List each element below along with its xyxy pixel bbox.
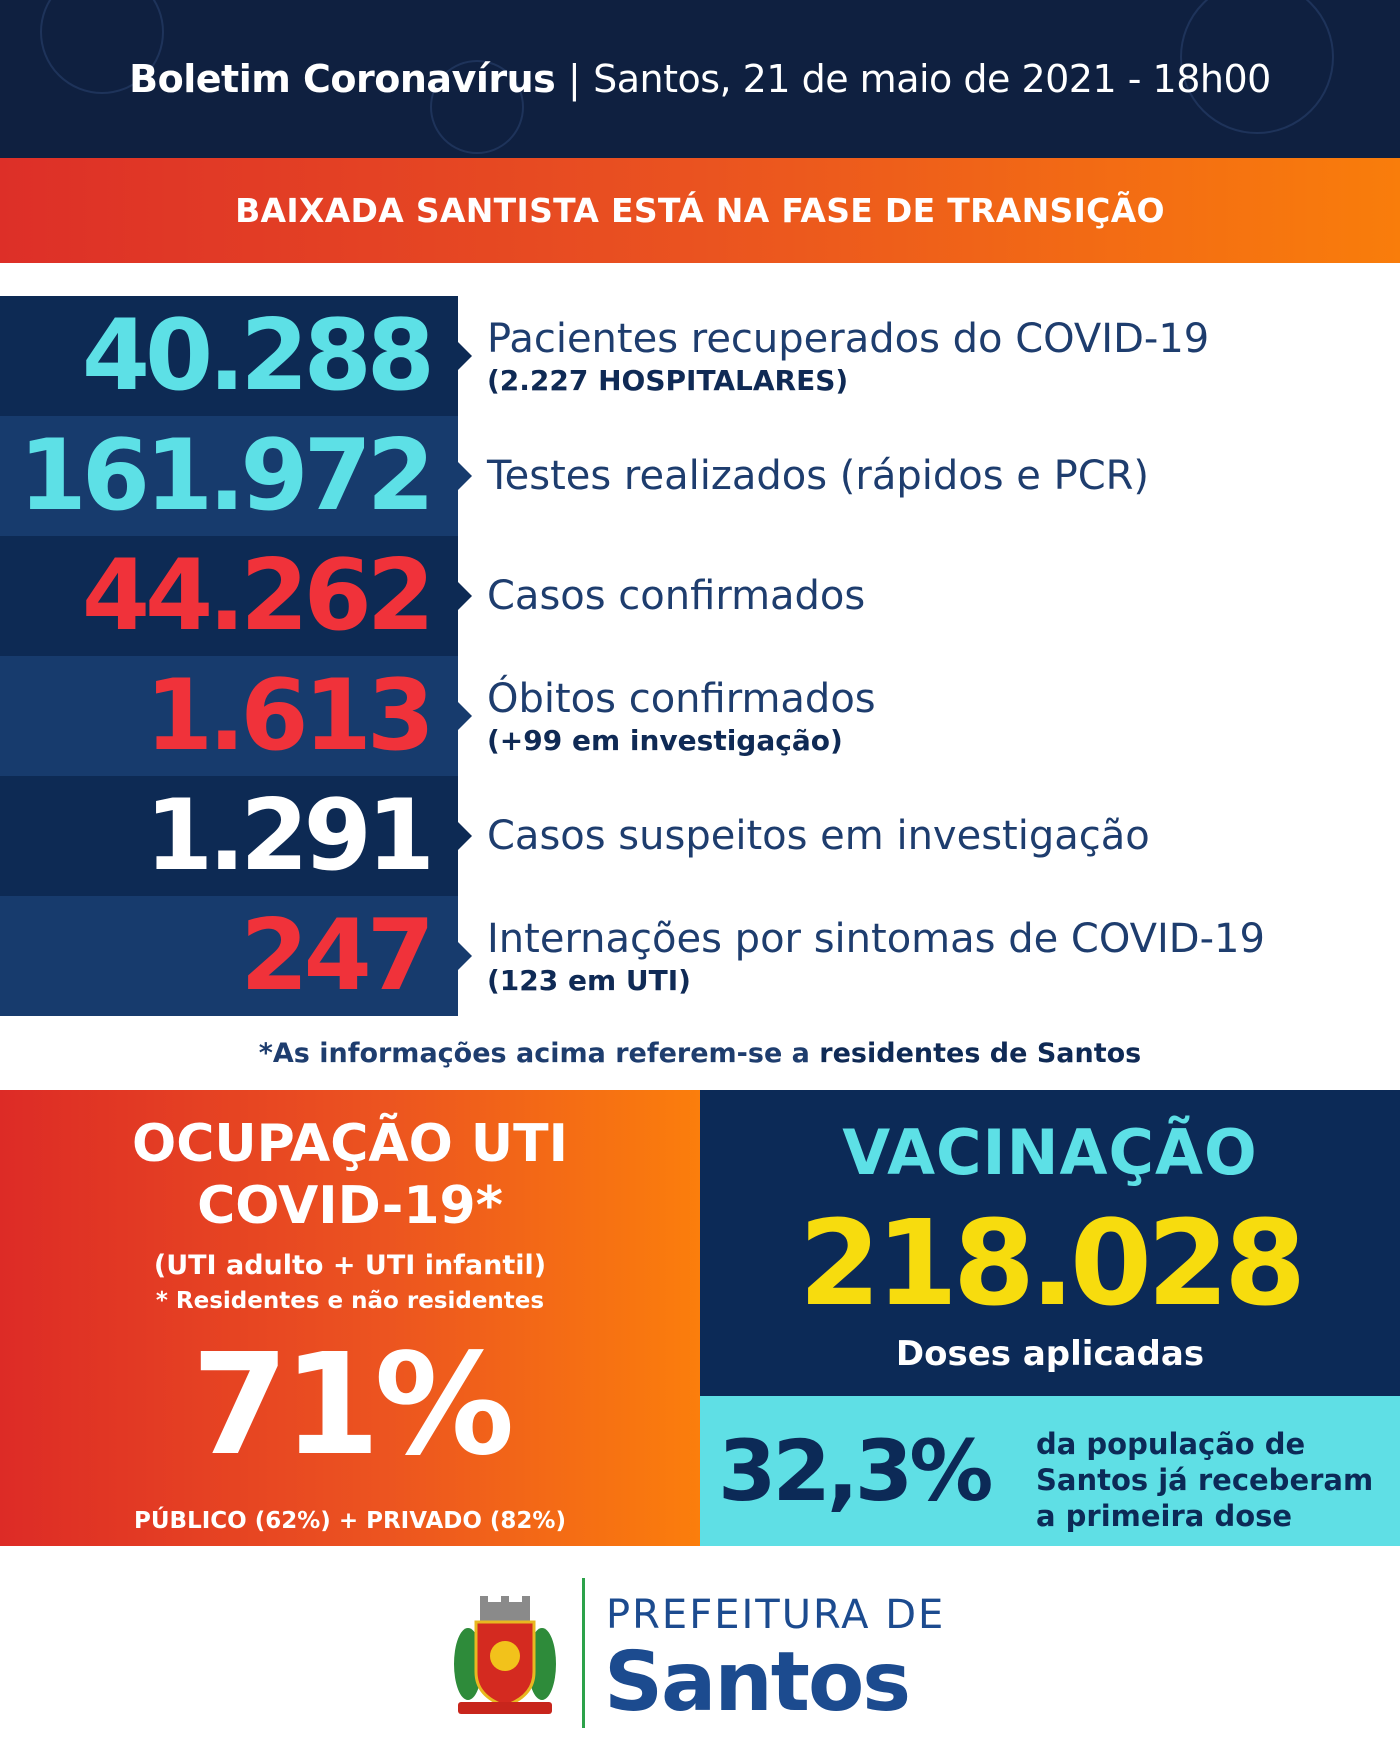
stat-label: Internações por sintomas de COVID-19 [487,915,1265,962]
phase-banner [0,158,1400,263]
stat-value-box [0,536,458,656]
stat-value-box [0,296,458,416]
stat-label: Casos suspeitos em investigação [487,813,1150,859]
vaccination-doses-label: Doses aplicadas [895,1334,1205,1374]
first-dose-text-line: da população de [1036,1427,1306,1461]
stat-label: Testes realizados (rápidos e PCR) [487,453,1150,499]
stat-sublabel: (2.227 HOSPITALARES) [487,363,849,397]
bulletin-date: Santos, 21 de maio de 2021 - 18h00 [593,57,1271,101]
stat-value-box [0,416,458,536]
first-dose-text-line: Santos já receberam [1036,1463,1374,1497]
stat-row-deaths [0,656,1400,776]
residents-note-emphasis: residentes de Santos [819,1038,1142,1069]
residents-note-prefix: *As informações acima referem-se a [258,1038,810,1069]
vaccination-panel [700,1090,1400,1396]
footer [0,1546,1400,1750]
stat-value: 40.288 [81,299,430,413]
stat-value: 161.972 [18,419,430,533]
stat-row-tests [0,416,1400,536]
brand-santos: Santos [604,1635,910,1730]
brand-prefeitura: PREFEITURA DE [606,1592,946,1638]
first-dose-panel [700,1396,1400,1546]
vaccination-doses-count: 218.028 [798,1194,1302,1332]
stat-label: Pacientes recuperados do COVID-19 [487,315,1210,362]
stat-label-group [487,416,1149,536]
stat-value-box [0,776,458,896]
residents-note [0,1038,1400,1069]
bulletin-title-main: Boletim Coronavírus [129,57,556,101]
stat-label: Casos confirmados [487,573,866,619]
icu-public-private-split: PÚBLICO (62%) + PRIVADO (82%) [134,1508,566,1534]
stat-value: 44.262 [81,539,430,653]
stat-label: Óbitos confirmados [487,675,876,722]
footer-divider [582,1578,585,1728]
bulletin-title [129,57,1271,101]
vaccination-title: VACINAÇÃO [842,1116,1258,1189]
phase-banner-text: BAIXADA SANTISTA ESTÁ NA FASE DE TRANSIÇÃO [235,191,1165,230]
stat-label-group [487,296,1209,416]
stat-label-group [487,656,876,776]
icu-occupancy-percent: 71% [191,1324,509,1487]
first-dose-percent: 32,3% [718,1422,990,1520]
stat-row-suspected [0,776,1400,896]
icu-title-line1: OCUPAÇÃO UTI [132,1114,568,1174]
icu-subtitle: (UTI adulto + UTI infantil) [153,1250,547,1281]
first-dose-text [1036,1426,1373,1534]
stats-list [0,296,1400,1016]
stat-label-group [487,896,1265,1016]
icu-occupancy-panel [0,1090,700,1546]
first-dose-text-line: a primeira dose [1036,1499,1293,1533]
stat-sublabel: (123 em UTI) [487,963,691,997]
title-separator: | [568,57,581,101]
icu-title-line2: COVID-19* [197,1176,503,1236]
stat-value: 247 [240,899,430,1013]
bulletin-header [0,0,1400,158]
stat-row-recovered [0,296,1400,416]
stat-value: 1.291 [145,779,430,893]
icu-footnote: * Residentes e não residentes [155,1288,545,1314]
city-coat-of-arms-icon [448,1594,562,1722]
stat-sublabel: (+99 em investigação) [487,723,843,757]
stat-label-group [487,776,1150,896]
stat-row-hospitalized [0,896,1400,1016]
stat-value-box [0,896,458,1016]
stat-value-box [0,656,458,776]
stat-value: 1.613 [145,659,430,773]
stat-row-confirmed [0,536,1400,656]
stat-label-group [487,536,865,656]
